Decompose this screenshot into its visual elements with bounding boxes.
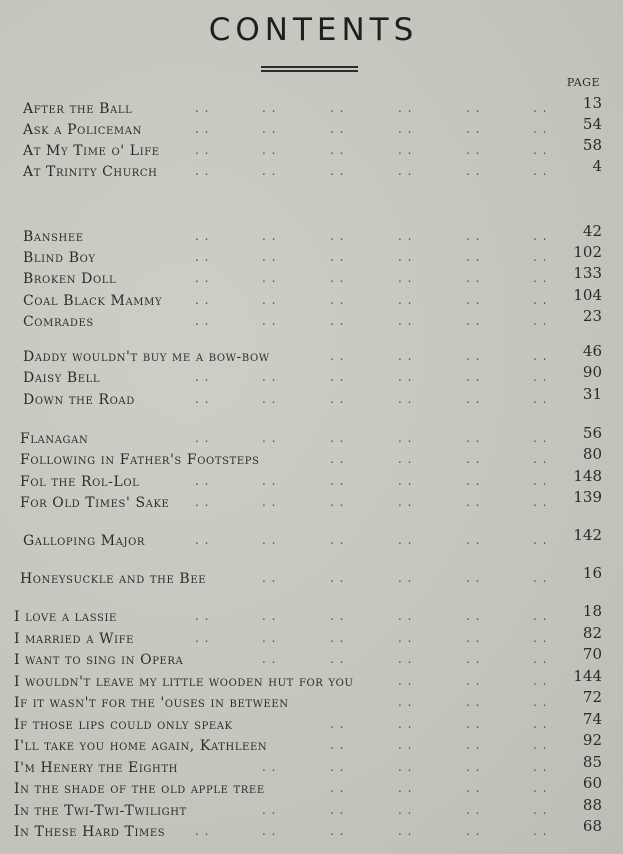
dot-leader: . . — [533, 717, 548, 731]
dot-leader: . . — [533, 271, 548, 285]
dot-leader: . . — [262, 803, 277, 817]
dot-leader: . . — [398, 760, 413, 774]
dot-leader: . . — [262, 824, 277, 838]
entry-page-number: 133 — [573, 264, 602, 282]
dot-leader: . . — [262, 229, 277, 243]
contents-entry — [0, 385, 623, 412]
contents-entry — [0, 243, 623, 270]
contents-entry — [0, 774, 623, 801]
dot-leader: . . — [398, 101, 413, 115]
dot-leader: . . — [466, 164, 481, 178]
dot-leader: . . — [262, 431, 277, 445]
entry-title: In the shade of the old apple tree — [14, 781, 265, 797]
dot-leader: . . — [398, 652, 413, 666]
dot-leader: . . — [330, 293, 345, 307]
dot-leader: . . — [330, 349, 345, 363]
dot-leader: . . — [262, 652, 277, 666]
dot-leader: . . — [398, 717, 413, 731]
dot-leader: . . — [330, 314, 345, 328]
entry-title: If it wasn't for the 'ouses in between — [14, 695, 289, 711]
dot-leader: . . — [195, 495, 210, 509]
dot-leader: . . — [466, 101, 481, 115]
entry-page-number: 139 — [573, 488, 602, 506]
dot-leader: . . — [533, 495, 548, 509]
dot-leader: . . — [466, 229, 481, 243]
contents-entry — [0, 286, 623, 313]
entry-page-number: 56 — [582, 424, 602, 442]
dot-leader: . . — [466, 474, 481, 488]
dot-leader: . . — [466, 122, 481, 136]
dot-leader: . . — [398, 695, 413, 709]
dot-leader: . . — [533, 370, 548, 384]
entry-page-number: 46 — [582, 342, 602, 360]
dot-leader: . . — [466, 314, 481, 328]
entry-title: I love a lassie — [14, 609, 117, 625]
entry-page-number: 142 — [573, 526, 602, 544]
entry-title: Broken Doll — [23, 271, 117, 287]
dot-leader: . . — [262, 609, 277, 623]
contents-entry — [0, 526, 623, 553]
entry-title: In the Twi-Twi-Twilight — [14, 803, 187, 819]
dot-leader: . . — [398, 143, 413, 157]
dot-leader: . . — [466, 392, 481, 406]
dot-leader: . . — [330, 229, 345, 243]
dot-leader: . . — [330, 370, 345, 384]
dot-leader: . . — [398, 122, 413, 136]
dot-leader: . . — [533, 229, 548, 243]
dot-leader: . . — [466, 803, 481, 817]
dot-leader: . . — [533, 652, 548, 666]
dot-leader: . . — [533, 631, 548, 645]
dot-leader: . . — [398, 571, 413, 585]
dot-leader: . . — [330, 738, 345, 752]
entry-title: After the Ball — [23, 101, 133, 117]
dot-leader: . . — [533, 781, 548, 795]
dot-leader: . . — [195, 631, 210, 645]
dot-leader: . . — [262, 101, 277, 115]
dot-leader: . . — [195, 101, 210, 115]
entry-title: Down the Road — [23, 392, 135, 408]
dot-leader: . . — [195, 370, 210, 384]
dot-leader: . . — [262, 571, 277, 585]
dot-leader: . . — [195, 474, 210, 488]
dot-leader: . . — [195, 271, 210, 285]
entry-title: Daddy wouldn't buy me a bow-bow — [23, 349, 270, 365]
contents-entry — [0, 564, 623, 591]
dot-leader: . . — [466, 271, 481, 285]
entry-title: If those lips could only speak — [14, 717, 233, 733]
dot-leader: . . — [398, 349, 413, 363]
contents-entry — [0, 467, 623, 494]
dot-leader: . . — [398, 824, 413, 838]
entry-title: Ask a Policeman — [23, 122, 142, 138]
dot-leader: . . — [466, 760, 481, 774]
entry-page-number: 54 — [582, 115, 602, 133]
entry-title: In These Hard Times — [14, 824, 166, 840]
dot-leader: . . — [398, 474, 413, 488]
entry-page-number: 60 — [582, 774, 602, 792]
entry-page-number: 90 — [582, 363, 602, 381]
entry-page-number: 23 — [582, 307, 602, 325]
dot-leader: . . — [330, 474, 345, 488]
dot-leader: . . — [330, 781, 345, 795]
entry-title: Galloping Major — [23, 533, 146, 549]
dot-leader: . . — [466, 738, 481, 752]
entry-page-number: 68 — [582, 817, 602, 835]
contents-entry — [0, 115, 623, 142]
dot-leader: . . — [330, 631, 345, 645]
dot-leader: . . — [262, 164, 277, 178]
contents-entry — [0, 710, 623, 737]
dot-leader: . . — [533, 803, 548, 817]
entry-title: I want to sing in Opera — [14, 652, 184, 668]
dot-leader: . . — [533, 349, 548, 363]
dot-leader: . . — [466, 250, 481, 264]
dot-leader: . . — [195, 143, 210, 157]
dot-leader: . . — [533, 392, 548, 406]
contents-entry — [0, 667, 623, 694]
dot-leader: . . — [466, 533, 481, 547]
dot-leader: . . — [262, 474, 277, 488]
dot-leader: . . — [330, 392, 345, 406]
contents-entry — [0, 817, 623, 844]
dot-leader: . . — [533, 571, 548, 585]
dot-leader: . . — [195, 122, 210, 136]
dot-leader: . . — [398, 229, 413, 243]
dot-leader: . . — [398, 293, 413, 307]
dot-leader: . . — [533, 452, 548, 466]
dot-leader: . . — [398, 164, 413, 178]
dot-leader: . . — [466, 609, 481, 623]
contents-entry — [0, 445, 623, 472]
entry-title: Blind Boy — [23, 250, 96, 266]
page-title: CONTENTS — [208, 12, 419, 48]
dot-leader: . . — [330, 431, 345, 445]
entry-page-number: 148 — [573, 467, 602, 485]
dot-leader: . . — [466, 652, 481, 666]
contents-entry — [0, 424, 623, 451]
dot-leader: . . — [195, 824, 210, 838]
dot-leader: . . — [466, 571, 481, 585]
contents-entry — [0, 342, 623, 369]
dot-leader: . . — [466, 717, 481, 731]
entry-title: Daisy Bell — [23, 370, 101, 386]
dot-leader: . . — [533, 824, 548, 838]
entry-page-number: 13 — [582, 94, 602, 112]
dot-leader: . . — [330, 717, 345, 731]
dot-leader: . . — [466, 370, 481, 384]
contents-entry — [0, 264, 623, 291]
entry-page-number: 4 — [592, 157, 602, 175]
contents-entry — [0, 363, 623, 390]
dot-leader: . . — [398, 609, 413, 623]
contents-entry — [0, 624, 623, 651]
entry-page-number: 16 — [582, 564, 602, 582]
dot-leader: . . — [398, 533, 413, 547]
entry-title: I'm Henery the Eighth — [14, 760, 178, 776]
dot-leader: . . — [195, 164, 210, 178]
dot-leader: . . — [466, 674, 481, 688]
contents-entry — [0, 731, 623, 758]
entry-page-number: 92 — [582, 731, 602, 749]
entry-page-number: 102 — [573, 243, 602, 261]
dot-leader: . . — [398, 495, 413, 509]
dot-leader: . . — [466, 431, 481, 445]
dot-leader: . . — [398, 803, 413, 817]
entry-title: I married a Wife — [14, 631, 135, 647]
dot-leader: . . — [533, 695, 548, 709]
dot-leader: . . — [398, 250, 413, 264]
entry-page-number: 82 — [582, 624, 602, 642]
dot-leader: . . — [330, 652, 345, 666]
contents-entry — [0, 688, 623, 715]
dot-leader: . . — [533, 431, 548, 445]
entry-title: Banshee — [23, 229, 84, 245]
dot-leader: . . — [330, 122, 345, 136]
entry-page-number: 58 — [582, 136, 602, 154]
dot-leader: . . — [466, 695, 481, 709]
dot-leader: . . — [195, 533, 210, 547]
dot-leader: . . — [262, 760, 277, 774]
entry-title: I'll take you home again, Kathleen — [14, 738, 268, 754]
dot-leader: . . — [398, 452, 413, 466]
entry-title: Coal Black Mammy — [23, 293, 163, 309]
dot-leader: . . — [330, 250, 345, 264]
entry-page-number: 31 — [582, 385, 602, 403]
dot-leader: . . — [533, 122, 548, 136]
dot-leader: . . — [533, 738, 548, 752]
dot-leader: . . — [398, 370, 413, 384]
entry-title: I wouldn't leave my little wooden hut for you — [14, 674, 354, 690]
dot-leader: . . — [330, 452, 345, 466]
dot-leader: . . — [262, 250, 277, 264]
entry-title: Following in Father's Footsteps — [20, 452, 260, 468]
entry-page-number: 70 — [582, 645, 602, 663]
dot-leader: . . — [533, 760, 548, 774]
dot-leader: . . — [533, 101, 548, 115]
dot-leader: . . — [398, 738, 413, 752]
dot-leader: . . — [262, 314, 277, 328]
dot-leader: . . — [330, 609, 345, 623]
dot-leader: . . — [262, 143, 277, 157]
dot-leader: . . — [466, 349, 481, 363]
dot-leader: . . — [330, 571, 345, 585]
entry-title: Comrades — [23, 314, 94, 330]
dot-leader: . . — [330, 533, 345, 547]
dot-leader: . . — [262, 122, 277, 136]
entry-page-number: 18 — [582, 602, 602, 620]
dot-leader: . . — [330, 495, 345, 509]
entry-title: At Trinity Church — [23, 164, 158, 180]
dot-leader: . . — [262, 533, 277, 547]
entry-page-number: 42 — [582, 222, 602, 240]
dot-leader: . . — [195, 431, 210, 445]
dot-leader: . . — [466, 781, 481, 795]
contents-entry — [0, 645, 623, 672]
dot-leader: . . — [533, 143, 548, 157]
contents-entry — [0, 602, 623, 629]
dot-leader: . . — [466, 495, 481, 509]
dot-leader: . . — [262, 495, 277, 509]
dot-leader: . . — [398, 271, 413, 285]
contents-entry — [0, 222, 623, 249]
entry-page-number: 72 — [582, 688, 602, 706]
dot-leader: . . — [466, 143, 481, 157]
dot-leader: . . — [330, 271, 345, 285]
entry-title: Honeysuckle and the Bee — [20, 571, 207, 587]
dot-leader: . . — [466, 452, 481, 466]
dot-leader: . . — [398, 431, 413, 445]
dot-leader: . . — [330, 824, 345, 838]
entry-page-number: 74 — [582, 710, 602, 728]
entry-page-number: 80 — [582, 445, 602, 463]
dot-leader: . . — [533, 293, 548, 307]
contents-entry — [0, 307, 623, 334]
dot-leader: . . — [330, 143, 345, 157]
dot-leader: . . — [398, 674, 413, 688]
dot-leader: . . — [533, 474, 548, 488]
dot-leader: . . — [533, 674, 548, 688]
contents-entry — [0, 753, 623, 780]
dot-leader: . . — [533, 533, 548, 547]
contents-entry — [0, 157, 623, 184]
entry-page-number: 85 — [582, 753, 602, 771]
contents-entry — [0, 796, 623, 823]
entry-title: At My Time o' Life — [23, 143, 160, 159]
dot-leader: . . — [533, 314, 548, 328]
entry-page-number: 88 — [582, 796, 602, 814]
title-double-rule — [261, 66, 358, 73]
dot-leader: . . — [398, 392, 413, 406]
dot-leader: . . — [398, 781, 413, 795]
dot-leader: . . — [195, 392, 210, 406]
dot-leader: . . — [262, 370, 277, 384]
dot-leader: . . — [262, 271, 277, 285]
entry-title: Fol the Rol-Lol — [20, 474, 140, 490]
dot-leader: . . — [330, 803, 345, 817]
dot-leader: . . — [262, 392, 277, 406]
entry-title: For Old Times' Sake — [20, 495, 170, 511]
dot-leader: . . — [466, 631, 481, 645]
dot-leader: . . — [330, 760, 345, 774]
dot-leader: . . — [195, 229, 210, 243]
dot-leader: . . — [262, 293, 277, 307]
dot-leader: . . — [398, 314, 413, 328]
dot-leader: . . — [195, 250, 210, 264]
dot-leader: . . — [330, 164, 345, 178]
dot-leader: . . — [195, 314, 210, 328]
dot-leader: . . — [195, 609, 210, 623]
contents-entry — [0, 488, 623, 515]
dot-leader: . . — [330, 101, 345, 115]
contents-entry — [0, 94, 623, 121]
page-column-label: PAGE — [566, 76, 600, 89]
dot-leader: . . — [466, 824, 481, 838]
entry-page-number: 104 — [573, 286, 602, 304]
dot-leader: . . — [195, 293, 210, 307]
entry-title: Flanagan — [20, 431, 89, 447]
dot-leader: . . — [533, 609, 548, 623]
dot-leader: . . — [262, 631, 277, 645]
entry-page-number: 144 — [573, 667, 602, 685]
dot-leader: . . — [533, 250, 548, 264]
dot-leader: . . — [533, 164, 548, 178]
dot-leader: . . — [466, 293, 481, 307]
contents-entry — [0, 136, 623, 163]
dot-leader: . . — [398, 631, 413, 645]
